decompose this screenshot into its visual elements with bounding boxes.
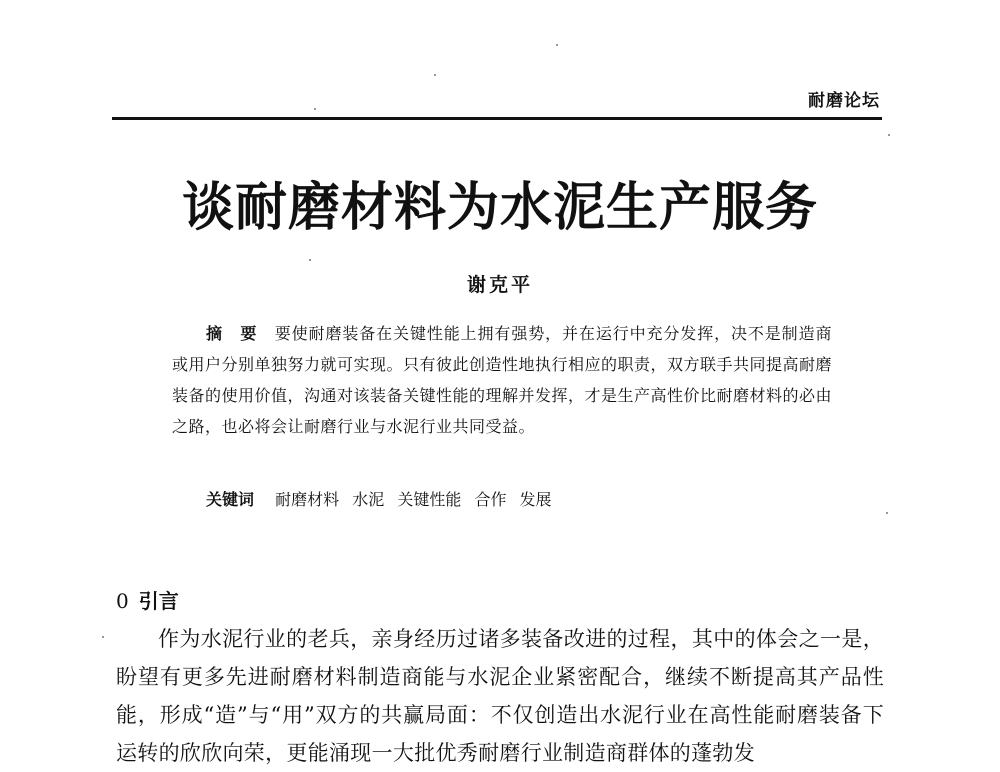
keywords — [206, 484, 560, 515]
scan-speck — [314, 108, 316, 110]
scan-speck — [434, 74, 436, 76]
scan-speck — [888, 134, 890, 136]
scan-speck — [309, 259, 311, 261]
abstract — [172, 318, 832, 442]
scan-speck — [886, 512, 888, 514]
column-label: 耐磨论坛 — [808, 91, 880, 111]
section-heading — [116, 586, 179, 616]
abstract-label: 摘 要 — [206, 324, 263, 343]
scan-speck — [102, 636, 104, 638]
header-rule — [112, 117, 882, 120]
section-number: 0 — [116, 589, 129, 613]
article-author: 谢克平 — [466, 274, 533, 296]
keyword: 关键性能 — [397, 490, 462, 509]
scan-speck — [556, 44, 558, 46]
keyword: 合作 — [474, 490, 507, 509]
body-paragraph: 作为水泥行业的老兵，亲身经历过诸多装备改进的过程，其中的体会之一是，盼望有更多先进耐磨材料制造商能与水泥企业紧密配合，继续不断提高其产品性能，形成“造”与“用”双方的共赢局面：不仅创造出水泥行业在高性能耐磨装备下运转的欣欣向荣，更能涌现一大批优秀耐磨行业制造商群体的蓬勃发 — [116, 627, 884, 765]
article-title: 谈耐磨材料为水泥生产服务 — [181, 177, 818, 238]
keyword: 水泥 — [352, 490, 385, 509]
keywords-label: 关键词 — [206, 490, 255, 509]
abstract-text: 要使耐磨装备在关键性能上拥有强势，并在运行中充分发挥，决不是制造商或用户分别单独努力就可实现。只有彼此创造性地执行相应的职责，双方联手共同提高耐磨装备的使用价值，沟通对该装备关键性能的理解并发挥，才是生产高性价比耐磨材料的必由之路，也必将会让耐磨行业与水泥行业共同受益。 — [172, 324, 833, 436]
keyword: 耐磨材料 — [275, 490, 340, 509]
keyword: 发展 — [519, 490, 552, 509]
section-name: 引言 — [138, 589, 179, 613]
